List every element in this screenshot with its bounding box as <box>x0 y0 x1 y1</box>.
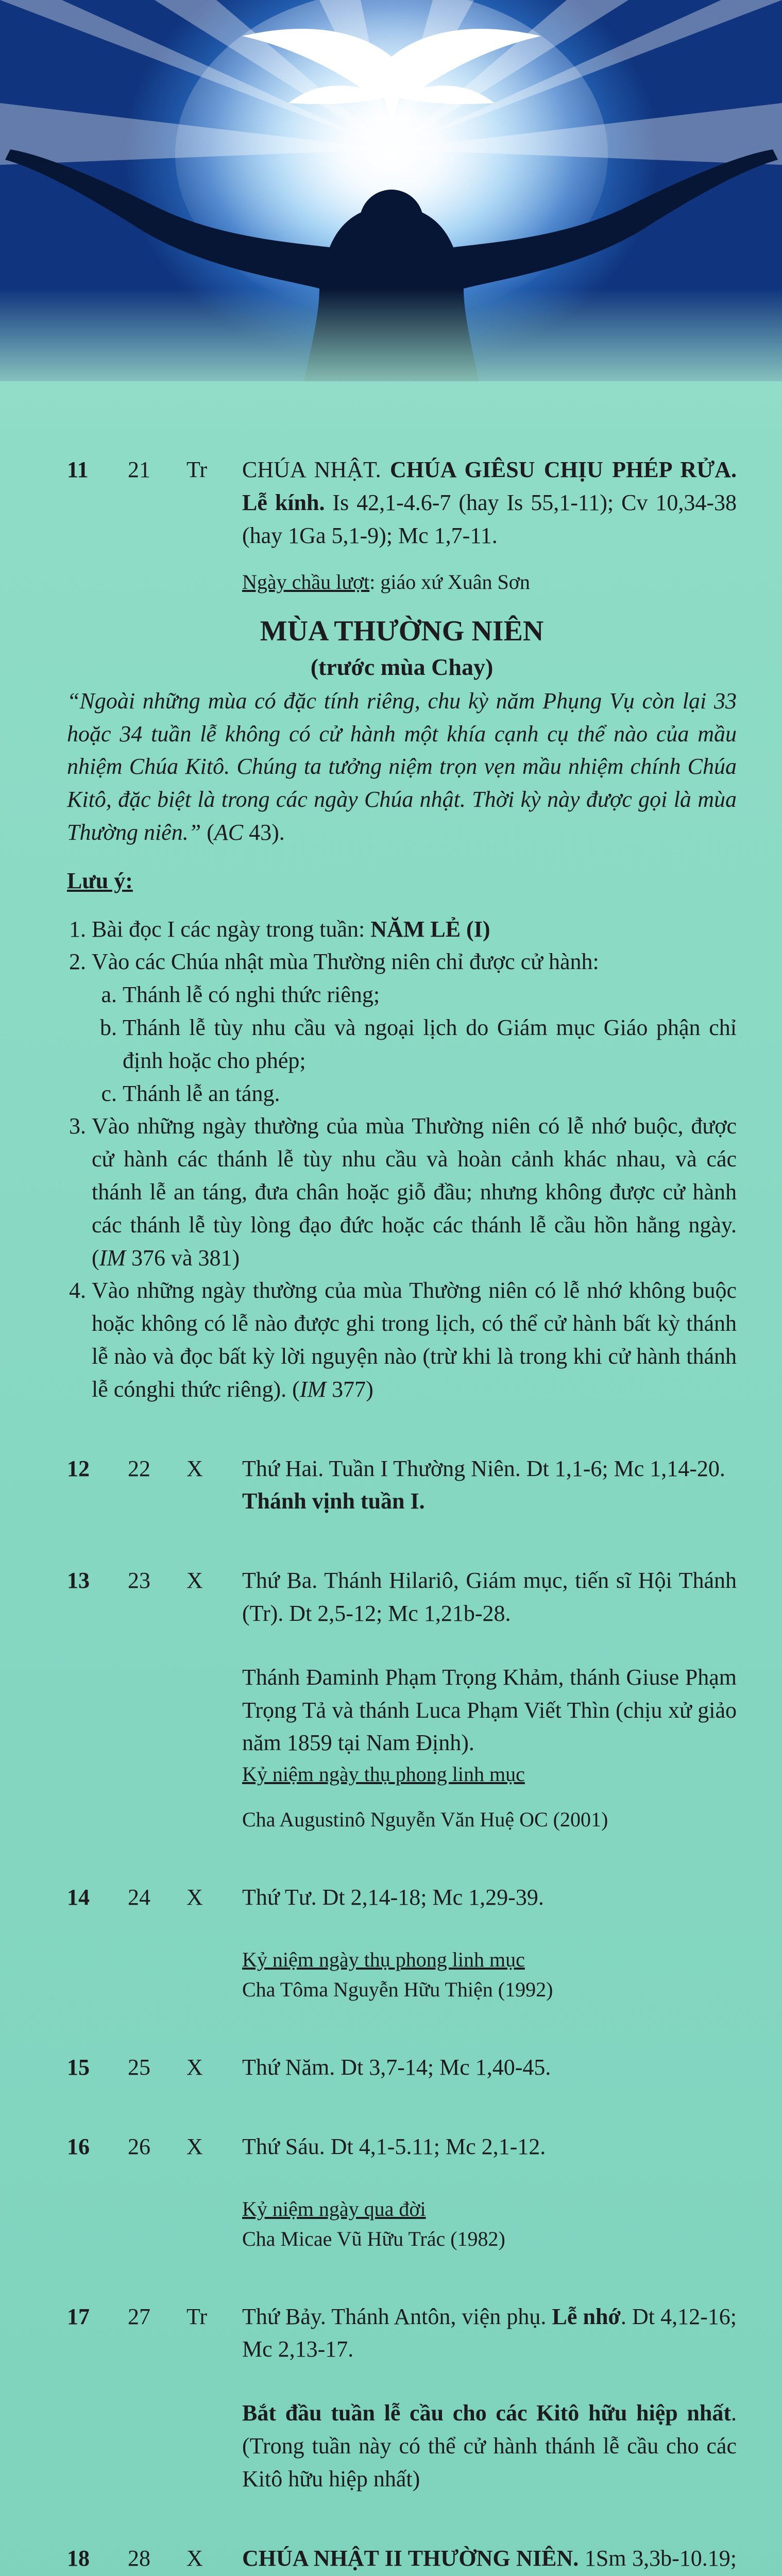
calendar-entry-12 <box>67 1452 737 1518</box>
unity-week-note: Bắt đầu tuần lễ cầu cho các Kitô hữu hiệp nhất. (Trong tuần này có thể cử hành thánh lễ cầu cho các Kitô hữu hiệp nhất) <box>242 2400 737 2492</box>
calendar-entry-11 <box>67 453 737 597</box>
adoration-line: Ngày chầu lượt: giáo xứ Xuân Sơn <box>242 570 530 594</box>
calendar-content <box>67 453 737 2576</box>
calendar-entry-13 <box>67 1564 737 1835</box>
note-item: 1. Bài đọc I các ngày trong tuần: NĂM LẺ (I) <box>92 913 737 946</box>
entry-text: Thứ Sáu. Dt 4,1-5.11; Mc 2,1-12. <box>242 2133 546 2159</box>
day-number: 16 <box>67 2133 90 2159</box>
calendar-entry-15 <box>67 2051 737 2084</box>
entry-text: CHÚA NHẬT II THƯỜNG NIÊN. 1Sm 3,3b-10.19; <box>242 2545 737 2571</box>
liturgical-color: X <box>186 2133 203 2159</box>
lunar-day: 24 <box>128 1885 150 1910</box>
day-number: 15 <box>67 2054 90 2080</box>
lunar-day: 28 <box>128 2545 150 2571</box>
entry-text: Thứ Năm. Dt 3,7-14; Mc 1,40-45. <box>242 2054 551 2080</box>
note-subitem: c. Thánh lễ an táng. <box>123 1077 737 1110</box>
lunar-day: 27 <box>128 2303 150 2329</box>
lunar-day: 21 <box>128 457 150 482</box>
lunar-day: 25 <box>128 2054 150 2080</box>
day-number: 13 <box>67 1568 90 1594</box>
entry-text: Thứ Hai. Tuần I Thường Niên. Dt 1,1-6; Mc 1,14-20. <box>242 1455 725 1481</box>
psalter-week: Thánh vịnh tuần I. <box>242 1488 425 1514</box>
entry-text: Thứ Tư. Dt 2,14-18; Mc 1,29-39. <box>242 1885 544 1910</box>
day-number: 11 <box>67 457 89 482</box>
lunar-day: 26 <box>128 2133 150 2159</box>
day-number: 12 <box>67 1455 90 1481</box>
liturgical-color: X <box>186 2054 203 2080</box>
anniversary-label: Kỷ niệm ngày thụ phong linh mục <box>242 1947 525 1971</box>
liturgical-color: Tr <box>186 457 207 482</box>
season-title: MÙA THƯỜNG NIÊN <box>260 615 544 648</box>
liturgical-color: X <box>186 2545 203 2571</box>
calendar-entry-14 <box>67 1881 737 2005</box>
note-item: 4. Vào những ngày thường của mùa Thường niên có lễ nhớ không buộc hoặc không có lễ nào được ghi trong lịch, có thể cử hành bất kỳ thánh lễ nào và đọc bất kỳ lời nguyện nào (trừ khi là trong khi cử hành thánh lễ cónghi thức riêng). (IM 377) <box>92 1274 737 1405</box>
lunar-day: 22 <box>128 1455 150 1481</box>
note-subitem: a. Thánh lễ có nghi thức riêng; <box>123 978 737 1011</box>
anniversary-label: Kỷ niệm ngày thụ phong linh mục <box>242 1762 525 1786</box>
notes-list <box>67 913 737 1406</box>
liturgical-color: X <box>186 1885 203 1910</box>
day-number: 17 <box>67 2303 90 2329</box>
calendar-entry-16 <box>67 2130 737 2254</box>
death-anniversary-value: Cha Micae Vũ Hữu Trác (1982) <box>242 2227 505 2250</box>
day-number: 18 <box>67 2545 90 2571</box>
lunar-day: 23 <box>128 1568 150 1594</box>
calendar-entry-18 <box>67 2542 737 2576</box>
entry-text-secondary: Thánh Đaminh Phạm Trọng Khảm, thánh Giuse Phạm Trọng Tả và thánh Luca Phạm Viết Thìn (chịu xử giảo năm 1859 tại Nam Định). <box>242 1664 737 1756</box>
entry-text: Thứ Ba. Thánh Hilariô, Giám mục, tiến sĩ Hội Thánh (Tr). Dt 2,5-12; Mc 1,21b-28. <box>242 1568 737 1626</box>
entry-text: CHÚA NHẬT. CHÚA GIÊSU CHỊU PHÉP RỬA. Lễ kính. Is 42,1-4.6-7 (hay Is 55,1-11); Cv 10,34-38 (hay 1Ga 5,1-9); Mc 1,7-11. <box>242 457 737 548</box>
season-subtitle: (trước mùa Chay) <box>310 654 494 681</box>
note-item: 2. Vào các Chúa nhật mùa Thường niên chỉ được cử hành: a. Thánh lễ có nghi thức riêng; b. Thánh lễ tùy nhu cầu và ngoại lịch do Giám mục Giáo phận chỉ định hoặc cho phép; c. Thánh lễ an táng. <box>92 945 737 1110</box>
liturgical-color: X <box>186 1568 203 1594</box>
note-subitem: b. Thánh lễ tùy nhu cầu và ngoại lịch do Giám mục Giáo phận chỉ định hoặc cho phép; <box>123 1011 737 1077</box>
death-anniversary-label: Kỷ niệm ngày qua đời <box>242 2197 426 2221</box>
anniversary-value: Cha Augustinô Nguyễn Văn Huệ OC (2001) <box>242 1808 608 1832</box>
calendar-entry-17 <box>67 2300 737 2496</box>
liturgical-color: Tr <box>186 2303 207 2329</box>
season-section <box>67 613 737 1405</box>
day-number: 14 <box>67 1885 90 1910</box>
entry-text: Thứ Bảy. Thánh Antôn, viện phụ. Lễ nhớ. Dt 4,12-16; Mc 2,13-17. <box>242 2303 737 2362</box>
anniversary-value: Cha Tôma Nguyễn Hữu Thiện (1992) <box>242 1977 553 2001</box>
note-item: 3. Vào những ngày thường của mùa Thường niên có lễ nhớ buộc, được cử hành các thánh lễ tùy nhu cầu và hoàn cảnh khác nhau, và các thánh lễ an táng, đưa chân hoặc giỗ đầu; nhưng không được cử hành các thánh lễ tùy lòng đạo đức hoặc các thánh lễ cầu hồn hằng ngày. (IM 376 và 381) <box>92 1110 737 1274</box>
hero-image <box>0 0 782 381</box>
note-heading: Lưu ý: <box>67 868 133 893</box>
liturgical-color: X <box>186 1455 203 1481</box>
season-quote: “Ngoài những mùa có đặc tính riêng, chu kỳ năm Phụng Vụ còn lại 33 hoặc 34 tuần lễ không có cử hành một khía cạnh cụ thể nào của mầu nhiệm Chúa Kitô. Chúng ta tưởng niệm trọn vẹn mầu nhiệm chính Chúa Kitô, đặc biệt là trong các ngày Chúa nhật. Thời kỳ này được gọi là mùa Thường niên.” (AC 43). <box>67 688 737 845</box>
